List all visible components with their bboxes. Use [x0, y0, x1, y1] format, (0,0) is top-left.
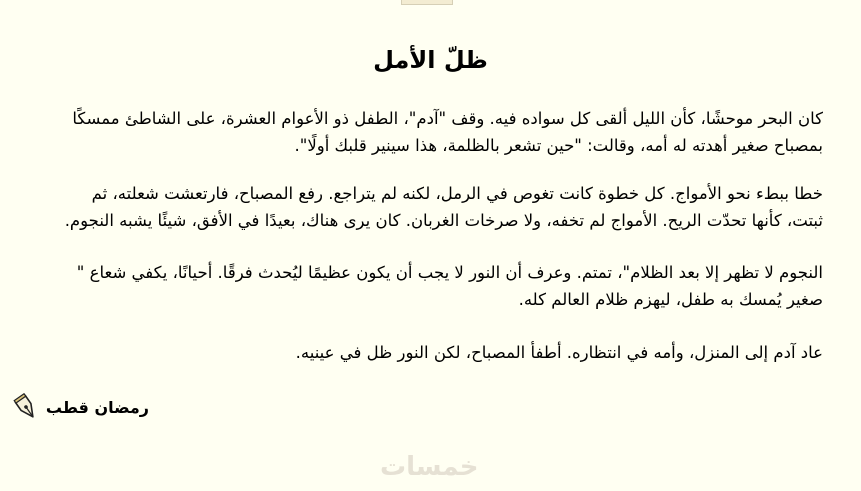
- paragraph-line: خطا ببطء نحو الأمواج. كل خطوة كانت تغوص في الرمل، لكنه لم يتراجع. رفع المصباح، فارتعشت شعلته، ثم: [91, 184, 823, 203]
- paragraph-line: ثبتت، كأنها تحدّت الريح. الأمواج لم تخفه، ولا صرخات الغربان. كان يرى هناك، بعيدًا في الأفق، شيئًا يشبه النجوم.: [64, 211, 823, 230]
- paragraph-2: [14, 180, 823, 234]
- author-signature: [12, 393, 149, 421]
- paragraph-3: [14, 259, 823, 313]
- paragraph-1: [14, 105, 823, 159]
- paragraph-line: النجوم لا تظهر إلا بعد الظلام"، تمتم. وعرف أن النور لا يجب أن يكون عظيمًا ليُحدث فرقًا. أحيانًا، يكفي شعاع ": [76, 263, 823, 282]
- paragraph-line: عاد آدم إلى المنزل، وأمه في انتظاره. أطفأ المصباح، لكن النور ظل في عينيه.: [295, 343, 823, 362]
- pen-nib-icon: [12, 393, 40, 421]
- watermark-logo: خمسات: [380, 452, 479, 482]
- paragraph-line: كان البحر موحشًا، كأن الليل ألقى كل سواده فيه. وقف "آدم"، الطفل ذو الأعوام العشرة، على الشاطئ ممسكًا: [72, 109, 823, 128]
- paragraph-4: [14, 339, 823, 366]
- paragraph-line: بمصباح صغير أهدته له أمه، وقالت: "حين تشعر بالظلمة، هذا سينير قلبك أولًا".: [294, 136, 823, 155]
- article-title: ظلّ الأمل: [373, 46, 488, 74]
- paragraph-line: صغير يُمسك به طفل، ليهزم ظلام العالم كله.: [518, 290, 823, 309]
- author-name: رمضان قطب: [45, 397, 149, 417]
